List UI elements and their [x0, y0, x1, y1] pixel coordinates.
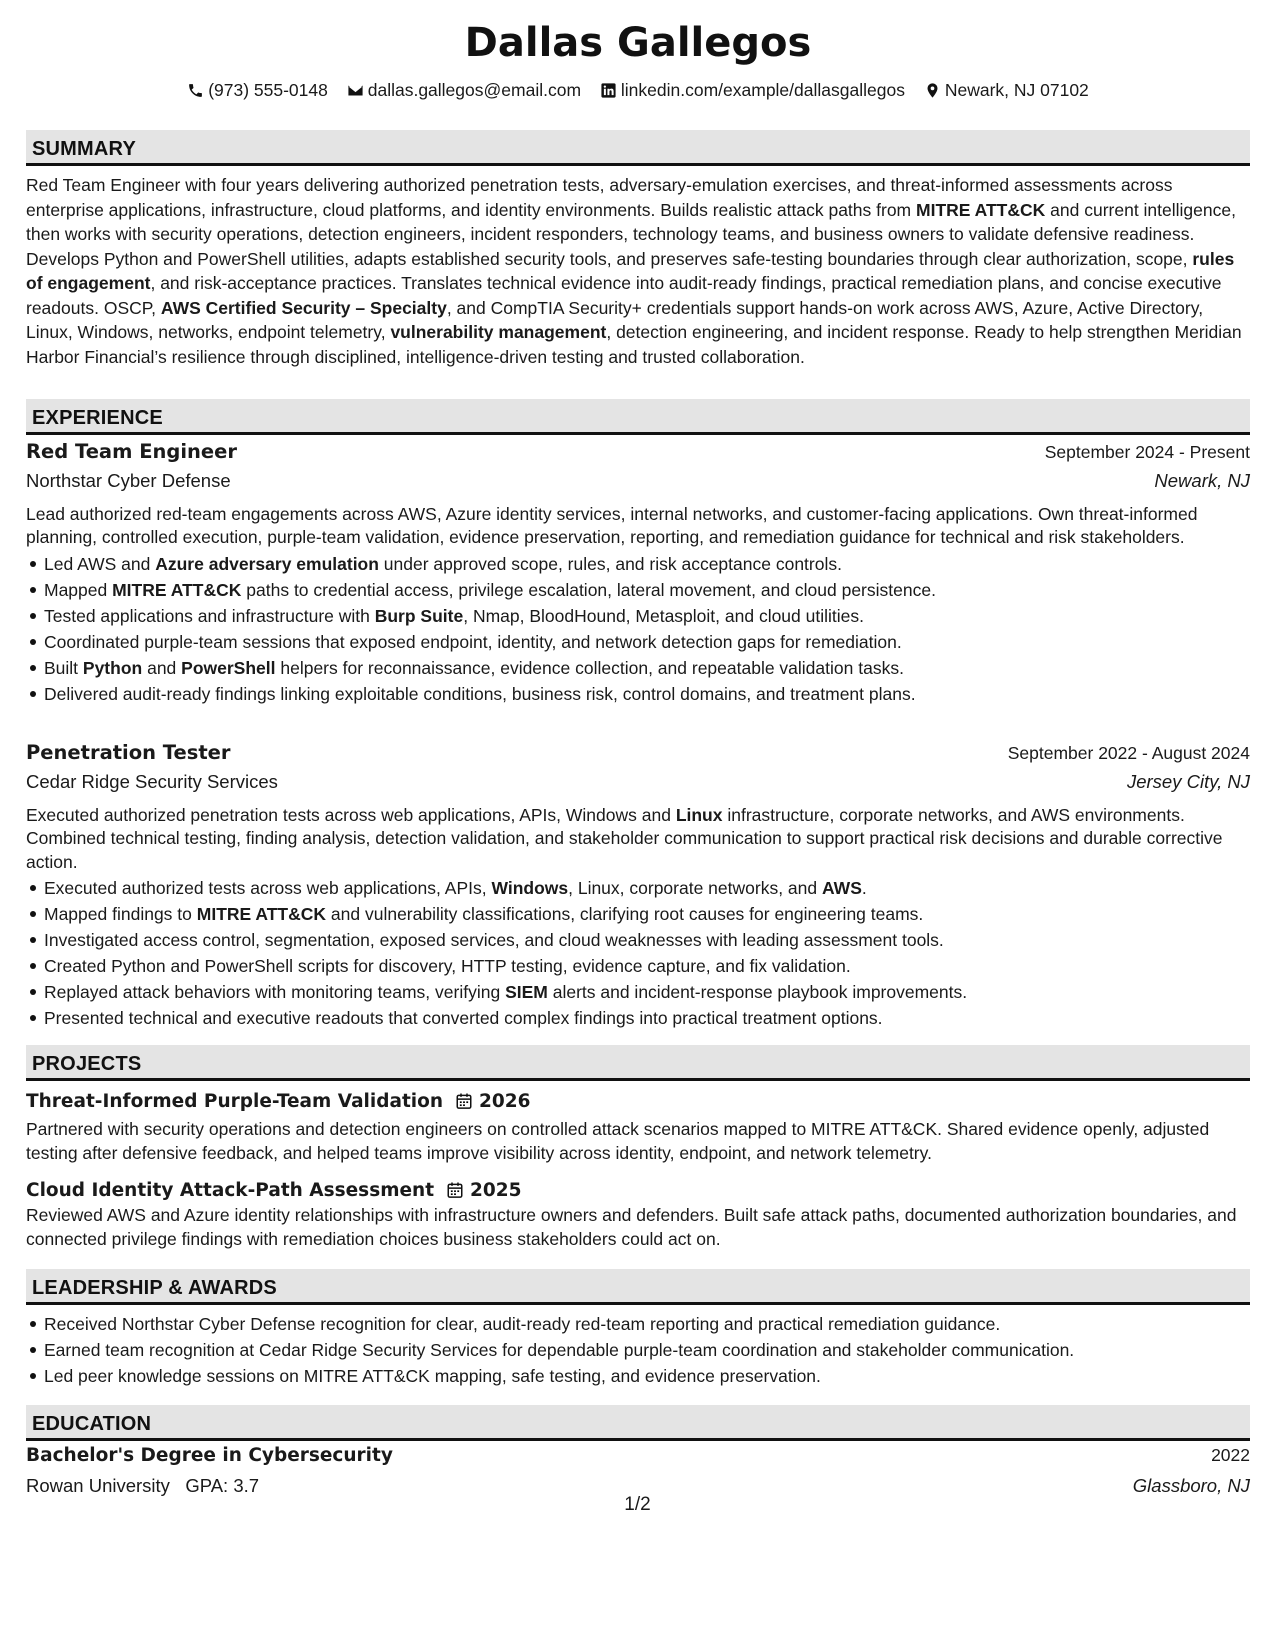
list-item: Built Python and PowerShell helpers for reconnaissance, evidence collection, and repeatable validation tasks. — [44, 655, 1250, 681]
school: Rowan University — [26, 1475, 170, 1496]
contact-email[interactable] — [347, 80, 581, 101]
project-title: Cloud Identity Attack-Path Assessment — [26, 1179, 435, 1201]
list-item: Coordinated purple-team sessions that exposed endpoint, identity, and network detection gaps for remediation. — [44, 629, 1250, 655]
school-location: Glassboro, NJ — [1132, 1475, 1250, 1496]
list-item: Tested applications and infrastructure with Burp Suite, Nmap, BloodHound, Metasploit, and cloud utilities. — [44, 603, 1250, 629]
gpa: GPA: 3.7 — [185, 1475, 260, 1496]
section-heading: LEADERSHIP & AWARDS — [26, 1269, 1250, 1305]
education-section — [26, 1405, 1250, 1503]
project-entry — [26, 1176, 1250, 1251]
leadership-section — [26, 1269, 1250, 1389]
project-year: 2026 — [479, 1090, 531, 1112]
project-entry — [26, 1087, 1250, 1165]
job-title: Red Team Engineer — [26, 440, 237, 463]
job-location: Jersey City, NJ — [1126, 771, 1250, 792]
project-description: Partnered with security operations and detection engineers on controlled attack scenarios mapped to MITRE ATT&CK. Shared evidence openly, adjusted testing after defensive feedback, and helped teams improve visibility across identity, endpoint, and network telemetry. — [26, 1119, 1210, 1163]
contact-location — [924, 80, 1089, 101]
calendar-icon — [446, 1181, 464, 1199]
project-year: 2025 — [470, 1179, 522, 1201]
phone-text: (973) 555-0148 — [208, 80, 328, 100]
project-description: Reviewed AWS and Azure identity relationships with infrastructure owners and defenders. Built safe attack paths, documented authorization boundaries, and connected privilege findings with remediation choices business stakeholders could act on. — [26, 1205, 1237, 1249]
list-item: Mapped findings to MITRE ATT&CK and vulnerability classifications, clarifying root causes for engineering teams. — [44, 901, 1250, 927]
job-bullets — [26, 875, 1250, 1031]
section-heading: SUMMARY — [26, 130, 1250, 166]
job-description: Executed authorized penetration tests across web applications, APIs, Windows and Linux infrastructure, corporate networks, and AWS environments. Combined technical testing, finding analysis, detection validation, and stakeholder communication to support practical risk decisions and durable corrective action. — [26, 805, 1223, 872]
contact-phone[interactable] — [187, 80, 328, 101]
calendar-icon — [455, 1092, 473, 1110]
email-text: dallas.gallegos@email.com — [367, 80, 582, 100]
list-item: Executed authorized tests across web applications, APIs, Windows, Linux, corporate networks, and AWS. — [44, 875, 1250, 901]
job-company: Cedar Ridge Security Services — [26, 771, 278, 792]
job-entry — [26, 741, 1250, 1031]
job-company: Northstar Cyber Defense — [26, 470, 231, 491]
envelope-icon — [347, 82, 364, 99]
phone-icon — [187, 82, 204, 99]
list-item: Investigated access control, segmentation, exposed services, and cloud weaknesses with leading assessment tools. — [44, 927, 1250, 953]
page-number: 1/2 — [624, 1494, 651, 1515]
projects-section — [26, 1045, 1250, 1251]
linkedin-icon — [600, 82, 617, 99]
project-title: Threat-Informed Purple-Team Validation — [26, 1090, 444, 1112]
job-location: Newark, NJ — [1154, 470, 1250, 491]
list-item: Led peer knowledge sessions on MITRE ATT&CK mapping, safe testing, and evidence preservation. — [44, 1363, 1250, 1389]
summary-section — [26, 130, 1250, 369]
job-bullets — [26, 551, 1250, 707]
job-entry — [26, 440, 1250, 707]
list-item: Received Northstar Cyber Defense recognition for clear, audit-ready red-team reporting and practical remediation guidance. — [44, 1311, 1250, 1337]
list-item: Created Python and PowerShell scripts for discovery, HTTP testing, evidence capture, and fix validation. — [44, 953, 1250, 979]
section-heading: PROJECTS — [26, 1045, 1250, 1081]
list-item: Replayed attack behaviors with monitoring teams, verifying SIEM alerts and incident-response playbook improvements. — [44, 979, 1250, 1005]
degree: Bachelor's Degree in Cybersecurity — [26, 1445, 393, 1466]
list-item: Mapped MITRE ATT&CK paths to credential access, privilege escalation, lateral movement, and cloud persistence. — [44, 577, 1250, 603]
summary-text: Red Team Engineer with four years delivering authorized penetration tests, adversary-emulation exercises, and threat-informed assessments across enterprise applications, infrastructure, cloud platforms, and identity environments. Builds realistic attack paths from MITRE ATT&CK and current intelligence, then works with security operations, detection engineers, incident responders, technology teams, and business owners to validate defensive readiness. Develops Python and PowerShell utilities, adapts established security tools, and preserves safe-testing boundaries through clear authorization, scope, rules of engagement, and risk-acceptance practices. Translates technical evidence into audit-ready findings, practical remediation plans, and concise executive readouts. OSCP, AWS Certified Security – Specialty, and CompTIA Security+ credentials support hands-on work across AWS, Azure, Active Directory, Linux, Windows, networks, endpoint telemetry, vulnerability management, detection engineering, and incident response. Ready to help strengthen Meridian Harbor Financial’s resilience through disciplined, intelligence-driven testing and trusted collaboration. — [26, 175, 1242, 367]
contact-line — [26, 80, 1250, 104]
job-title: Penetration Tester — [26, 741, 231, 764]
list-item: Earned team recognition at Cedar Ridge Security Services for dependable purple-team coordination and stakeholder communication. — [44, 1337, 1250, 1363]
list-item: Delivered audit-ready findings linking exploitable conditions, business risk, control domains, and treatment plans. — [44, 681, 1250, 707]
map-pin-icon — [924, 82, 941, 99]
list-item: Presented technical and executive readouts that converted complex findings into practical treatment options. — [44, 1005, 1250, 1031]
experience-section — [26, 399, 1250, 1028]
list-item: Led AWS and Azure adversary emulation under approved scope, rules, and risk acceptance controls. — [44, 551, 1250, 577]
job-dates: September 2024 - Present — [1044, 442, 1250, 462]
candidate-name: Dallas Gallegos — [464, 20, 812, 66]
linkedin-text: linkedin.com/example/dallasgallegos — [620, 80, 905, 100]
contact-linkedin[interactable] — [600, 80, 905, 101]
section-heading: EDUCATION — [26, 1405, 1250, 1441]
job-dates: September 2022 - August 2024 — [1007, 743, 1250, 763]
graduation-year: 2022 — [1211, 1445, 1250, 1465]
section-heading: EXPERIENCE — [26, 399, 1250, 435]
location-text: Newark, NJ 07102 — [944, 80, 1089, 100]
job-description: Lead authorized red-team engagements across AWS, Azure identity services, internal networks, and customer-facing applications. Own threat-informed planning, controlled execution, purple-team validation, evidence preservation, reporting, and remediation guidance for technical and risk stakeholders. — [26, 504, 1198, 548]
leadership-list — [26, 1311, 1250, 1389]
